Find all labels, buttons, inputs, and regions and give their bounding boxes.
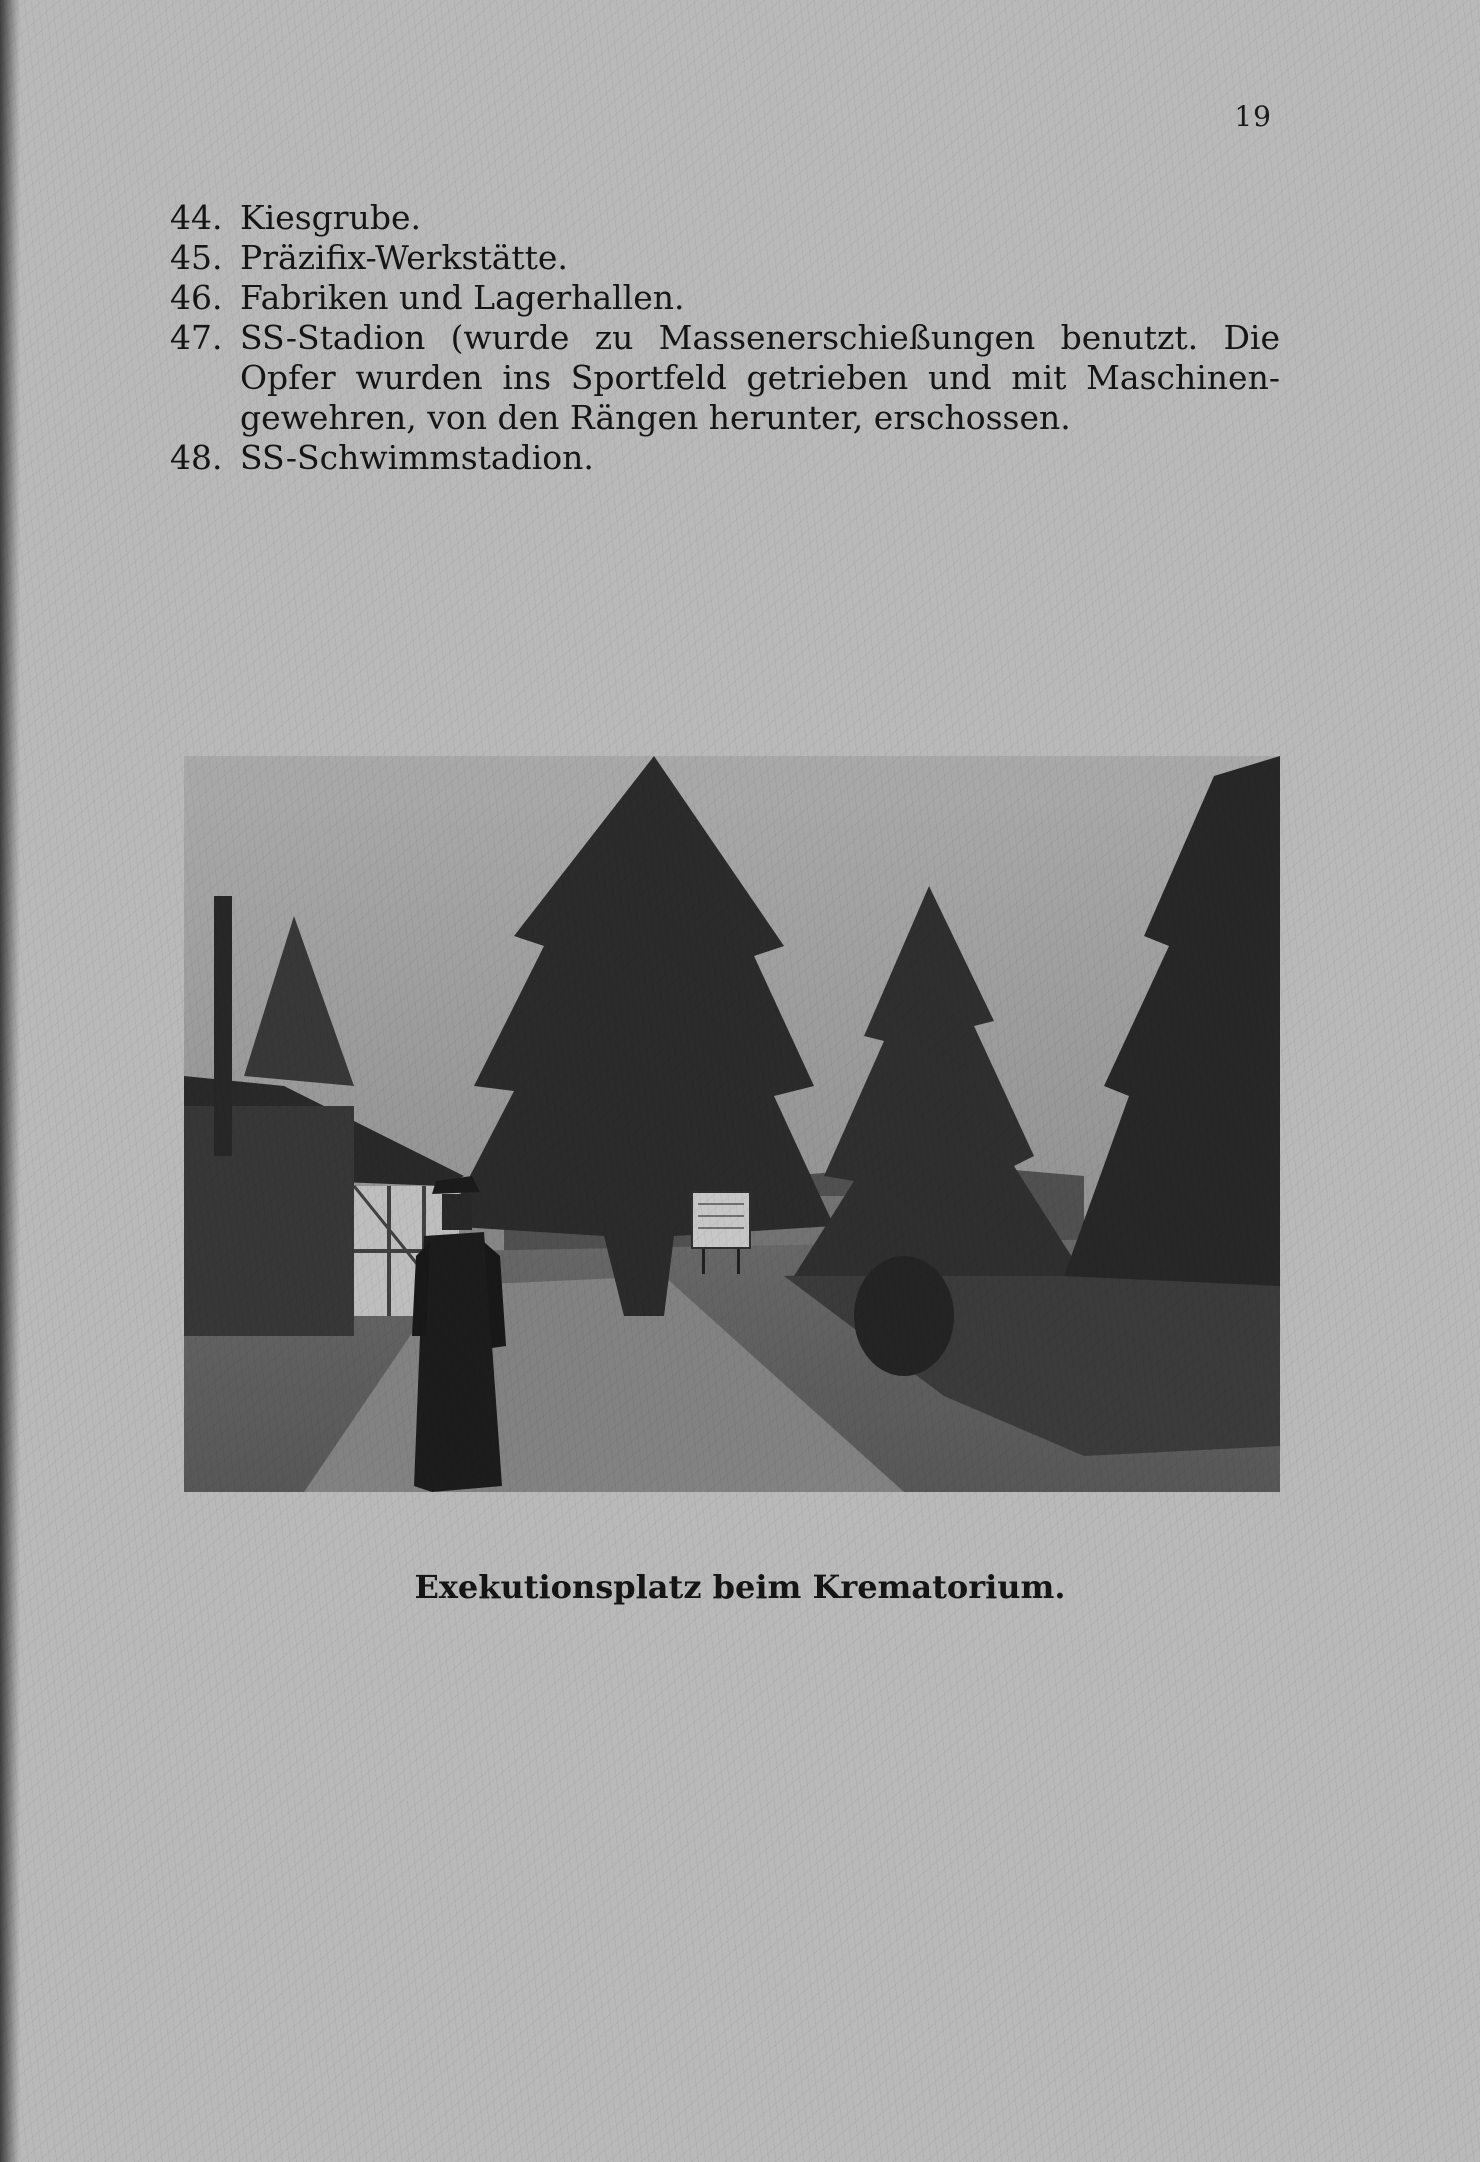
list-item-number: 47. [170,318,223,357]
list-item-text: Kiesgrube. [240,198,421,237]
list-item [170,238,1280,278]
list-item-text: SS-Stadion (wurde zu Massenerschießungen benutzt. Die Opfer wurden ins Sportfeld getrieben und mit Maschinen-gewehren, von den Rängen herunter, erschossen. [240,318,1280,437]
page-number: 19 [1234,100,1272,133]
list-item [170,318,1280,438]
list-item-number: 48. [170,438,223,477]
photo-caption: Exekutionsplatz beim Krematorium. [414,1568,1066,1606]
photograph [184,756,1280,1492]
list-item [170,278,1280,318]
photo-illustration [184,756,1280,1492]
list-item-number: 46. [170,278,223,317]
list-item-text: Präzifix-Werkstätte. [240,238,568,277]
list-item-text: SS-Schwimmstadion. [240,438,594,477]
list-item [170,198,1280,238]
numbered-list [170,198,1280,478]
binding-shadow [0,0,20,2162]
list-item [170,438,1280,478]
list-item-number: 45. [170,238,223,277]
list-item-text: Fabriken und Lagerhallen. [240,278,685,317]
list-item-number: 44. [170,198,223,237]
